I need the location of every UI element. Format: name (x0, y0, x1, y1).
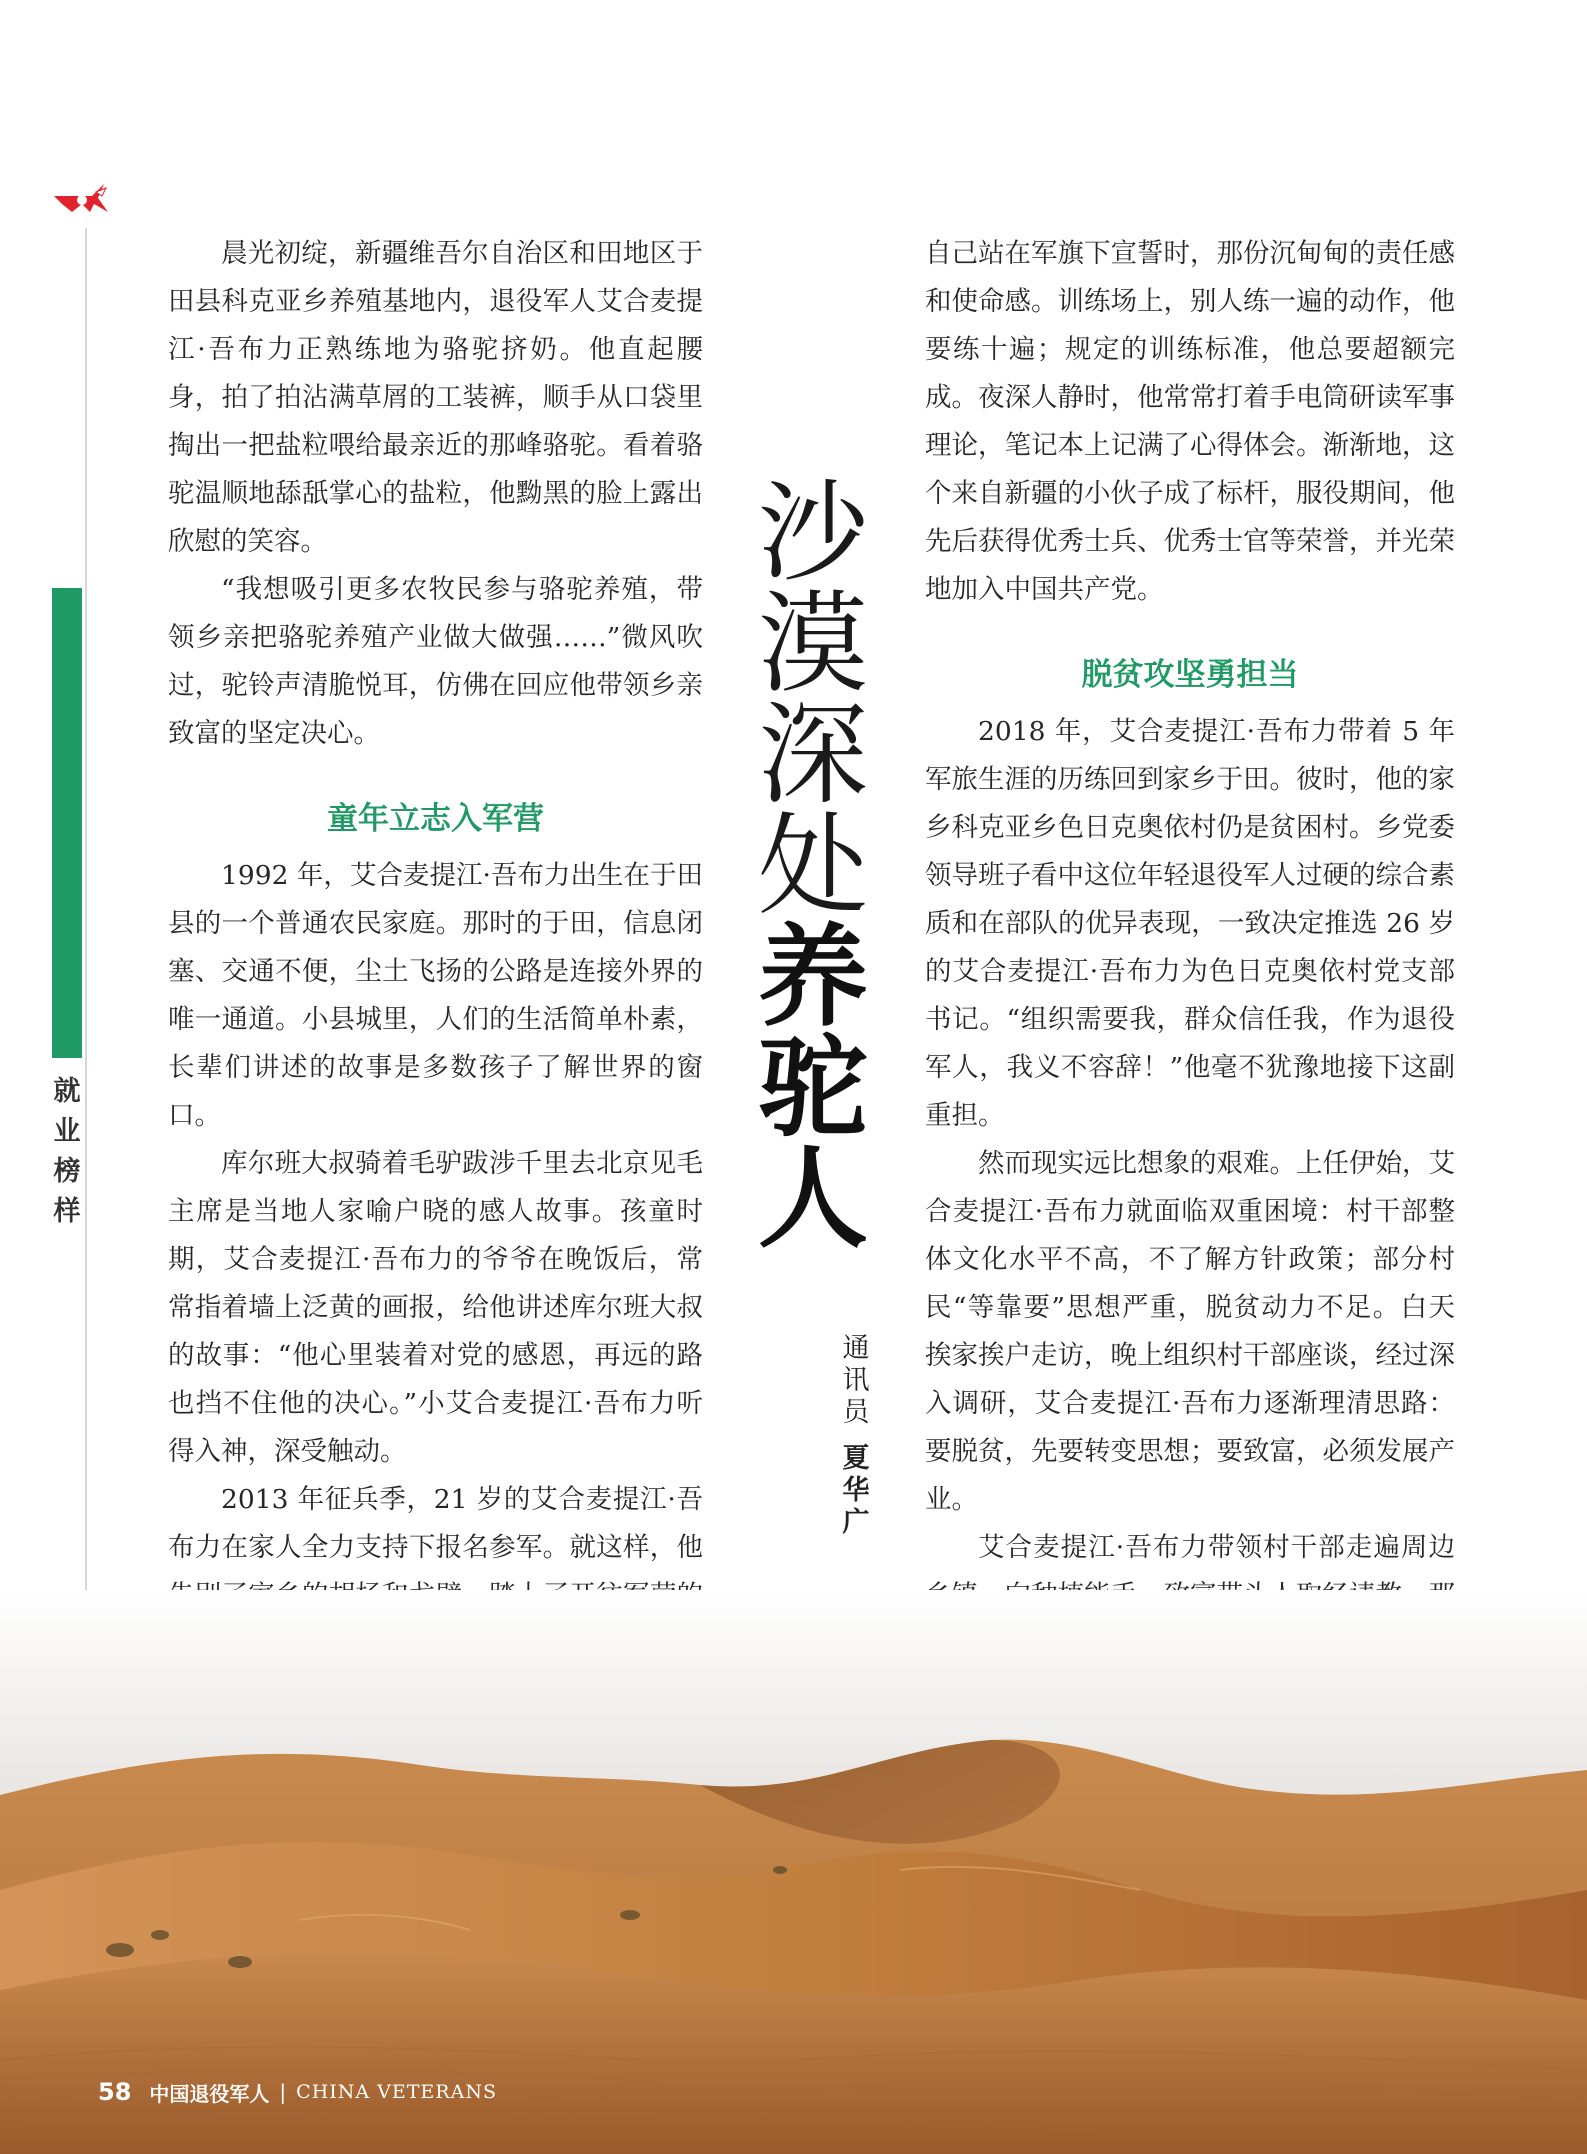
paragraph: 自己站在军旗下宣誓时，那份沉甸甸的责任感和使命感。训练场上，别人练一遍的动作，他要练十遍；规定的训练标准，他总要超额完成。夜深人静时，他常常打着手电筒研读军事理论，笔记本上记满了心得体会。渐渐地，这个来自新疆的小伙子成了标杆，服役期间，他先后获得优秀士兵、优秀士官等荣誉，并光荣地加入中国共产党。 (925, 238, 1455, 605)
section-tag (50, 1072, 84, 1232)
article-column-right (925, 230, 1455, 1716)
byline-author-char: 广 (842, 1507, 870, 1538)
title-char: 养 (758, 913, 868, 1041)
title-char: 驼 (758, 1024, 868, 1152)
section-tag-char: 就 (53, 1076, 81, 1107)
section-accent-bar (52, 588, 82, 1058)
section-tag-char: 榜 (53, 1156, 81, 1187)
paragraph: 库尔班大叔骑着毛驴跋涉千里去北京见毛主席是当地人家喻户晓的感人故事。孩童时期，艾合麦提江·吾布力的爷爷在晚饭后，常常指着墙上泛黄的画报，给他讲述库尔班大叔的故事：“他心里装着对党的感恩，再远的路也挡不住他的决心。”小艾合麦提江·吾布力听得入神，深受触动。 (168, 1148, 703, 1467)
paragraph: 2018 年，艾合麦提江·吾布力带着 5 年军旅生涯的历练回到家乡于田。彼时，他的家乡科克亚乡色日克奥依村仍是贫困村。乡党委领导班子看中这位年轻退役军人过硬的综合素质和在部队的优异表现，一致决定推选 26 岁的艾合麦提江·吾布力为色日克奥依村党支部书记。“组织需要我，群众信任我，作为退役军人，我义不容辞！”他毫不犹豫地接下这副重担。 (925, 716, 1455, 1131)
page-footer (98, 2076, 497, 2108)
paragraph: 然而现实远比想象的艰难。上任伊始，艾合麦提江·吾布力就面临双重困境：村干部整体文化水平不高，不了解方针政策；部分村民“等靠要”思想严重，脱贫动力不足。白天挨家挨户走访，晚上组织村干部座谈，经过深入调研，艾合麦提江·吾布力逐渐理清思路：要脱贫，先要转变思想；要致富，必须发展产业。 (925, 1148, 1455, 1515)
footer-separator: | (279, 2080, 287, 2104)
title-char: 沙 (758, 469, 868, 597)
title-char: 深 (758, 691, 868, 819)
section-tag-char: 样 (53, 1196, 81, 1227)
magazine-logo-icon (52, 182, 110, 216)
paragraph: 艾合麦提江·吾布力带领村干部走遍周边 (978, 1532, 1455, 1563)
paragraph: 晨光初绽，新疆维吾尔自治区和田地区于田县科克亚乡养殖基地内，退役军人艾合麦提江·吾布力正熟练地为骆驼挤奶。他直起腰身，拍了拍沾满草屑的工装裤，顺手从口袋里掏出一把盐粒喂给最亲近的那峰骆驼。看着骆驼温顺地舔舐掌心的盐粒，他黝黑的脸上露出欣慰的笑容。 (168, 238, 703, 557)
section-tag-char: 业 (53, 1116, 81, 1147)
title-char: 人 (758, 1135, 868, 1263)
page-number: 58 (98, 2078, 132, 2106)
paragraph: “我想吸引更多农牧民参与骆驼养殖，带领乡亲把骆驼养殖产业做大做强……”微风吹过，驼铃声清脆悦耳，仿佛在回应他带领乡亲致富的坚定决心。 (168, 574, 703, 749)
byline-role-char: 通 (842, 1333, 870, 1364)
byline-role-char: 员 (842, 1397, 870, 1428)
title-char: 处 (758, 802, 868, 930)
desert-dunes-image (0, 1590, 1587, 2154)
subheading: 童年立志入军营 (327, 801, 544, 837)
magazine-name: 中国退役军人 (149, 2081, 270, 2106)
paragraph: 2013 年征兵季，21 岁的艾合麦提江·吾布力在家人全力支持下报名参军。就这样，他 (168, 1484, 703, 1563)
byline-author-char: 夏 (842, 1443, 870, 1474)
byline (838, 1333, 874, 1539)
byline-author-char: 华 (842, 1475, 870, 1506)
byline-role-char: 讯 (842, 1365, 870, 1396)
title-char: 漠 (758, 580, 868, 708)
paragraph: 1992 年，艾合麦提江·吾布力出生在于田县的一个普通农民家庭。那时的于田，信息闭塞、交通不便，尘土飞扬的公路是连接外界的唯一通道。小县城里，人们的生活简单朴素，长辈们讲述的故事是多数孩子了解世界的窗口。 (168, 860, 703, 1131)
subheading: 脱贫攻坚勇担当 (1081, 657, 1299, 693)
article-column-left (168, 230, 703, 1764)
article-title (748, 469, 878, 1263)
magazine-name-en: CHINA VETERANS (296, 2081, 497, 2103)
